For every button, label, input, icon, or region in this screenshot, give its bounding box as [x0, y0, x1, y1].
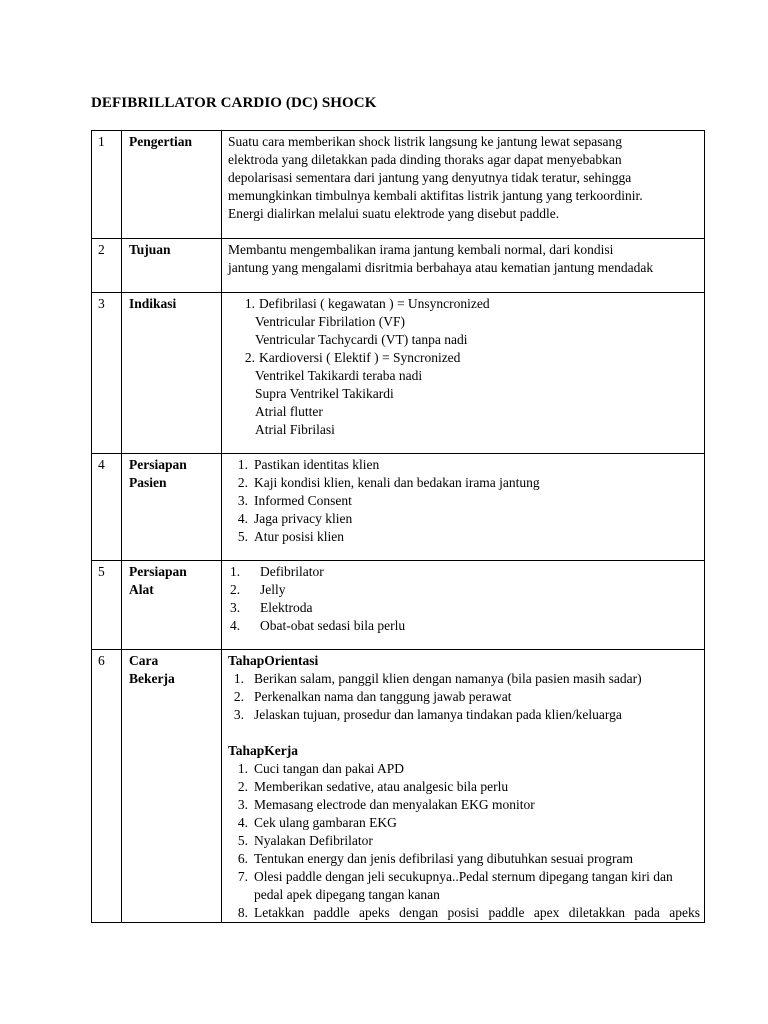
list-text: Defibrilator: [260, 564, 324, 579]
spacer: [228, 724, 700, 742]
list-text: Jelaskan tujuan, prosedur dan lamanya tindakan pada klien/keluarga: [254, 707, 622, 722]
list-item: [228, 760, 700, 778]
list-item: [228, 581, 700, 599]
list-item: [228, 868, 700, 904]
list-item: [228, 492, 700, 510]
sub-item: Supra Ventrikel Takikardi: [255, 386, 394, 401]
list-number: 4.: [237, 815, 248, 830]
list-number: 2.: [233, 689, 244, 704]
list-item: [228, 670, 700, 688]
list-number: 3.: [237, 797, 248, 812]
list-text: Cek ulang gambaran EKG: [254, 815, 397, 830]
sub-item: Ventricular Fibrilation (VF): [255, 314, 405, 329]
list-text: Pastikan identitas klien: [254, 457, 380, 472]
list-text: Atur posisi klien: [254, 529, 344, 544]
list-text: Perkenalkan nama dan tanggung jawab perawat: [254, 689, 512, 704]
list-number: 8.: [237, 905, 248, 920]
list-item: [228, 688, 700, 706]
list-text: Cuci tangan dan pakai APD: [254, 761, 404, 776]
list-item: [228, 599, 700, 617]
table-row: [92, 239, 705, 293]
row-label: [122, 650, 222, 923]
row-content: [222, 650, 705, 923]
list-item: [228, 528, 700, 546]
row-label: Indikasi: [122, 293, 222, 454]
equipment-list: [228, 563, 700, 635]
label-line: Cara: [129, 653, 159, 668]
list-item: [234, 295, 700, 313]
list-text: Memasang electrode dan menyalakan EKG monitor: [254, 797, 535, 812]
row-number: 6: [92, 650, 122, 923]
list-number: 3.: [233, 707, 244, 722]
row-label: Pengertian: [122, 131, 222, 239]
row-label: Tujuan: [122, 239, 222, 293]
list-number: 2.: [230, 582, 241, 597]
list-number: 6.: [237, 851, 248, 866]
list-text: Berikan salam, panggil klien dengan namanya (bila pasien masih sadar): [254, 671, 642, 686]
sub-item: Atrial Fibrilasi: [255, 422, 335, 437]
list-item: [228, 832, 700, 850]
list-text: Elektroda: [260, 600, 313, 615]
table-row: [92, 293, 705, 454]
label-line: Persiapan: [129, 457, 187, 472]
sub-list: [228, 367, 700, 439]
list-item: [228, 814, 700, 832]
list-text: Jaga privacy klien: [254, 511, 353, 526]
procedure-table: [91, 130, 705, 923]
sub-item: Ventricular Tachycardi (VT) tanpa nadi: [255, 332, 468, 347]
list-number: 4.: [237, 511, 248, 526]
label-line: Bekerja: [129, 671, 175, 686]
section-heading: TahapOrientasi: [228, 653, 319, 668]
list-item: [228, 456, 700, 474]
indication-list: [228, 295, 700, 313]
sub-list: [228, 313, 700, 349]
row-number: 1: [92, 131, 122, 239]
list-text: Jelly: [260, 582, 286, 597]
list-item: [228, 796, 700, 814]
orientation-steps: [228, 670, 700, 724]
table-row: [92, 561, 705, 650]
row-content: [222, 239, 705, 293]
row-number: 4: [92, 454, 122, 561]
list-number: 2.: [244, 350, 255, 365]
row-number: 3: [92, 293, 122, 454]
document-title: DEFIBRILLATOR CARDIO (DC) SHOCK: [91, 95, 377, 111]
text-line: Suatu cara memberikan shock listrik langsung ke jantung lewat sepasang: [228, 134, 623, 149]
text-line: jantung yang mengalami disritmia berbahaya atau kematian jantung mendadak: [228, 260, 654, 275]
list-number: 4.: [230, 618, 241, 633]
indication-list: [228, 349, 700, 367]
list-item: [234, 349, 700, 367]
sub-item: Ventrikel Takikardi teraba nadi: [255, 368, 423, 383]
list-number: 7.: [237, 869, 248, 884]
label-line: Alat: [129, 582, 154, 597]
row-number: 2: [92, 239, 122, 293]
table-row: [92, 131, 705, 239]
list-text: Informed Consent: [254, 493, 352, 508]
row-label: [122, 561, 222, 650]
row-content: [222, 454, 705, 561]
list-number: 1.: [237, 761, 248, 776]
label-line: Persiapan: [129, 564, 187, 579]
table-row: [92, 454, 705, 561]
text-line: elektroda yang diletakkan pada dinding thoraks agar dapat menyebabkan: [228, 152, 622, 167]
list-text: Obat-obat sedasi bila perlu: [260, 618, 406, 633]
text-line: Energi dialirkan melalui suatu elektrode yang disebut paddle.: [228, 206, 560, 221]
list-text: Nyalakan Defibrilator: [254, 833, 373, 848]
patient-prep-list: [228, 456, 700, 546]
list-number: 2.: [237, 779, 248, 794]
list-number: 1.: [244, 296, 255, 311]
list-text: Memberikan sedative, atau analgesic bila perlu: [254, 779, 509, 794]
list-number: 1.: [237, 457, 248, 472]
list-text: Kaji kondisi klien, kenali dan bedakan irama jantung: [254, 475, 540, 490]
list-item: [228, 778, 700, 796]
sub-item: Atrial flutter: [255, 404, 323, 419]
list-number: 2.: [237, 475, 248, 490]
row-content: [222, 293, 705, 454]
row-content: [222, 561, 705, 650]
list-text: Tentukan energy dan jenis defibrilasi yang dibutuhkan sesuai program: [254, 851, 633, 866]
text-line: depolarisasi sementara dari jantung yang denyutnya tidak teratur, sehingga: [228, 170, 632, 185]
list-number: 1.: [230, 564, 241, 579]
list-text: Defibrilasi ( kegawatan ) = Unsyncronized: [259, 296, 490, 311]
list-number: 3.: [230, 600, 241, 615]
list-text: Letakkan paddle apeks dengan posisi paddle apex diletakkan pada apeks: [254, 905, 700, 920]
list-item: [228, 474, 700, 492]
list-text: Kardioversi ( Elektif ) = Syncronized: [259, 350, 461, 365]
list-item: [228, 904, 700, 922]
row-number: 5: [92, 561, 122, 650]
work-steps: [228, 760, 700, 922]
list-item: [228, 617, 700, 635]
text-line: Membantu mengembalikan irama jantung kembali normal, dari kondisi: [228, 242, 614, 257]
list-item: [228, 510, 700, 528]
list-item: [228, 563, 700, 581]
row-content: [222, 131, 705, 239]
text-line: memungkinkan timbulnya kembali aktifitas listrik jantung yang terkoordinir.: [228, 188, 643, 203]
list-number: 3.: [237, 493, 248, 508]
list-item: [228, 706, 700, 724]
list-number: 5.: [237, 833, 248, 848]
list-number: 5.: [237, 529, 248, 544]
section-heading: TahapKerja: [228, 743, 299, 758]
row-label: [122, 454, 222, 561]
table-row: [92, 650, 705, 923]
list-item: [228, 850, 700, 868]
list-text: Olesi paddle dengan jeli secukupnya..Pedal sternum dipegang tangan kiri dan pedal apek dipegang tangan kanan: [254, 869, 673, 902]
label-line: Pasien: [129, 475, 167, 490]
list-number: 1.: [233, 671, 244, 686]
